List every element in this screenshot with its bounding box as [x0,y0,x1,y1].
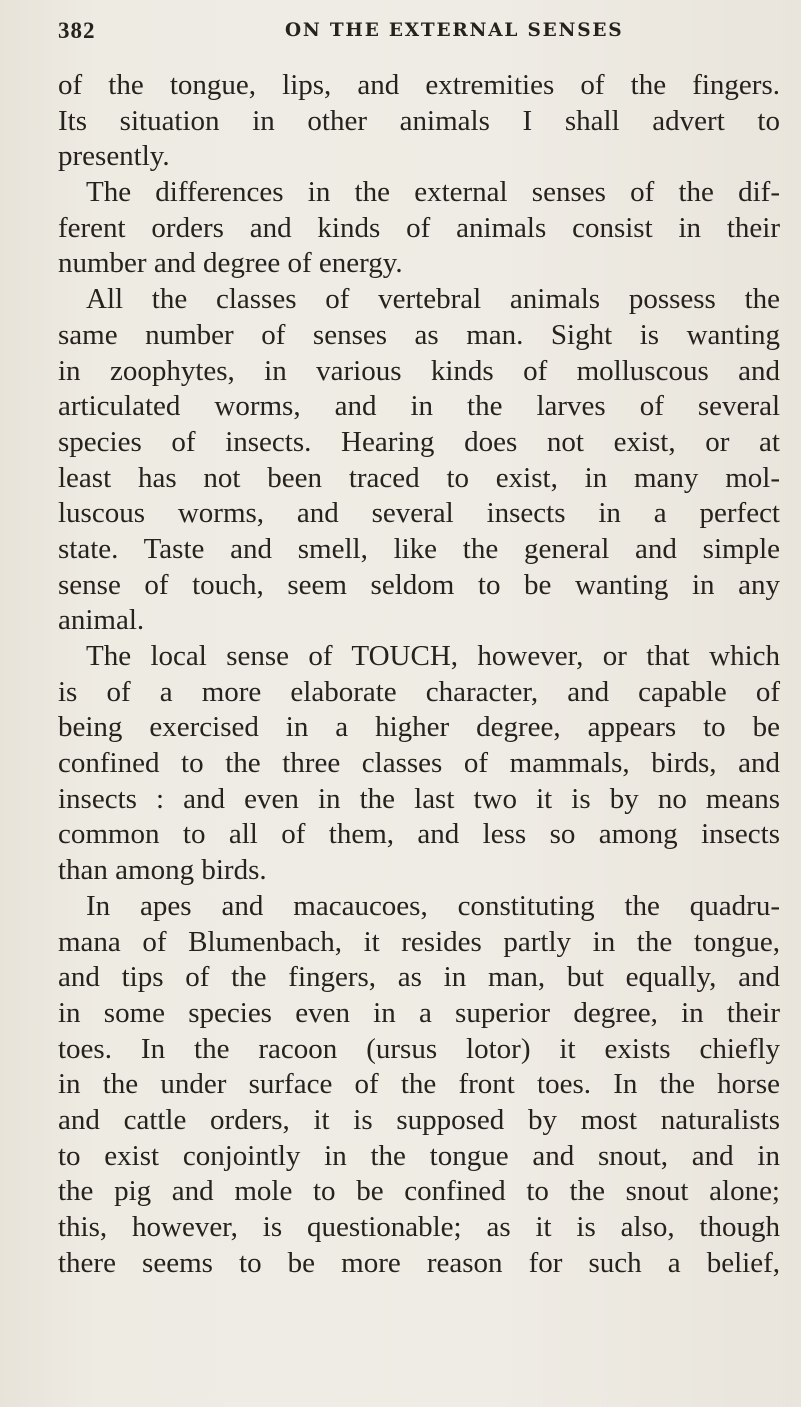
text-line: All the classes of vertebral animals possess the [86,283,780,316]
text-line: insects : and even in the last two it is by no means [58,782,780,815]
text-line: to exist conjointly in the tongue and snout, and in [58,1139,780,1172]
text-line: species of insects. Hearing does not exist, or at [58,425,780,458]
text-line: number and degree of energy. [58,247,403,280]
text-line: ferent orders and kinds of animals consist in their [58,211,780,244]
text-line: in zoophytes, in various kinds of molluscous and [58,354,780,387]
text-line: this, however, is questionable; as it is also, though [58,1211,780,1243]
text-line: In apes and macaucoes, constituting the quadru- [86,889,780,922]
text-line: in some species even in a superior degree, in their [58,996,780,1029]
text-line: animal. [58,604,145,637]
text-line: Its situation in other animals I shall advert to [58,104,780,137]
text-line: in the under surface of the front toes. In the horse [58,1068,780,1101]
text-line: same number of senses as man. Sight is wanting [58,318,780,351]
text-line: sense of touch, seem seldom to be wanting in any [58,568,780,601]
text-line: of the tongue, lips, and extremities of the fingers. [58,69,780,101]
text-line: being exercised in a higher degree, appears to be [58,711,780,744]
text-line: The local sense of TOUCH, however, or that which [86,640,780,672]
text-line: there seems to be more reason for such a belief, [58,1246,780,1279]
text-line: luscous worms, and several insects in a perfect [58,497,780,530]
text-line: toes. In the racoon (ursus lotor) it exists chiefly [58,1032,780,1065]
page-number: 382 [58,18,96,43]
running-head [58,18,761,58]
text-line: common to all of them, and less so among insects [58,818,780,851]
text-line: The differences in the external senses of the dif- [86,176,780,209]
text-line: the pig and mole to be confined to the snout alone; [58,1175,780,1208]
text-line: is of a more elaborate character, and capable of [58,675,780,708]
text-line: presently. [58,140,170,173]
running-title: ON THE EXTERNAL SENSES [285,20,624,41]
text-line: state. Taste and smell, like the general and simple [58,532,780,565]
text-line: articulated worms, and in the larves of several [58,390,780,423]
text-line: confined to the three classes of mammals, birds, and [58,747,780,780]
text-line: mana of Blumenbach, it resides partly in the tongue, [58,925,780,958]
text-line: than among birds. [58,854,267,887]
body-text [58,68,780,1281]
text-line: least has not been traced to exist, in many mol- [58,461,780,494]
text-line: and cattle orders, it is supposed by most naturalists [58,1103,780,1136]
text-line: and tips of the fingers, as in man, but equally, and [58,961,780,994]
